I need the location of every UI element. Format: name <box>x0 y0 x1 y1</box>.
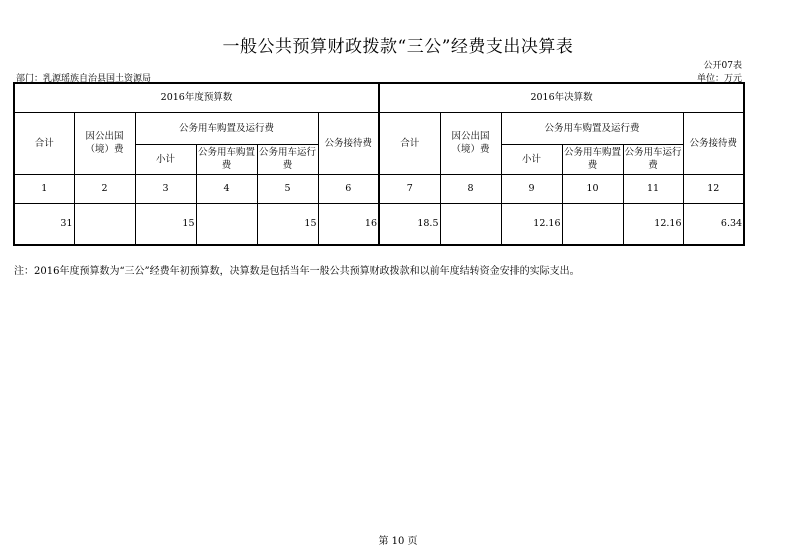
col-number: 12 <box>683 174 744 203</box>
final-purchase-value <box>562 203 623 245</box>
col-number: 3 <box>135 174 196 203</box>
final-vehicle-header: 公务用车购置及运行费 <box>501 112 683 144</box>
header-row-1 <box>14 83 744 112</box>
final-abroad-value <box>440 203 501 245</box>
budget-total-header: 合计 <box>14 112 74 174</box>
final-reception-header: 公务接待费 <box>683 112 744 174</box>
col-number: 6 <box>318 174 379 203</box>
final-total-value: 18.5 <box>379 203 440 245</box>
final-total-header: 合计 <box>379 112 440 174</box>
column-number-row <box>14 174 744 203</box>
budget-abroad-header: 因公出国（境）费 <box>74 112 135 174</box>
budget-abroad-value <box>74 203 135 245</box>
budget-purchase-value <box>196 203 257 245</box>
form-number: 公开07表 <box>703 61 742 71</box>
page-title: 一般公共预算财政拨款“三公”经费支出决算表 <box>222 37 574 57</box>
col-number: 9 <box>501 174 562 203</box>
budget-header: 2016年度预算数 <box>14 83 379 112</box>
budget-reception-header: 公务接待费 <box>318 112 379 174</box>
final-operation-value: 12.16 <box>623 203 683 245</box>
header-row-2 <box>14 112 744 144</box>
col-number: 11 <box>623 174 683 203</box>
budget-total-value: 31 <box>14 203 74 245</box>
final-subtotal-value: 12.16 <box>501 203 562 245</box>
unit-label: 单位：万元 <box>696 74 742 84</box>
budget-operation-value: 15 <box>257 203 318 245</box>
final-abroad-header: 因公出国（境）费 <box>440 112 501 174</box>
budget-purchase-header: 公务用车购置费 <box>196 144 257 174</box>
final-header: 2016年决算数 <box>379 83 744 112</box>
col-number: 10 <box>562 174 623 203</box>
expenditure-table <box>13 82 745 246</box>
budget-vehicle-header: 公务用车购置及运行费 <box>135 112 318 144</box>
col-number: 5 <box>257 174 318 203</box>
final-purchase-header: 公务用车购置费 <box>562 144 623 174</box>
final-subtotal-header: 小计 <box>501 144 562 174</box>
page-number: 第 10 页 <box>378 536 418 547</box>
data-row <box>14 203 744 245</box>
col-number: 8 <box>440 174 501 203</box>
budget-reception-value: 16 <box>318 203 379 245</box>
col-number: 1 <box>14 174 74 203</box>
budget-subtotal-value: 15 <box>135 203 196 245</box>
final-operation-header: 公务用车运行费 <box>623 144 683 174</box>
footnote: 注：2016年度预算数为“三公”经费年初预算数，决算数是包括当年一般公共预算财政拨款和以前年度结转资金安排的实际支出。 <box>14 266 580 277</box>
col-number: 4 <box>196 174 257 203</box>
final-reception-value: 6.34 <box>683 203 744 245</box>
col-number: 2 <box>74 174 135 203</box>
col-number: 7 <box>379 174 440 203</box>
budget-subtotal-header: 小计 <box>135 144 196 174</box>
budget-operation-header: 公务用车运行费 <box>257 144 318 174</box>
department-label: 部门：乳源瑶族自治县国土资源局 <box>16 74 152 84</box>
